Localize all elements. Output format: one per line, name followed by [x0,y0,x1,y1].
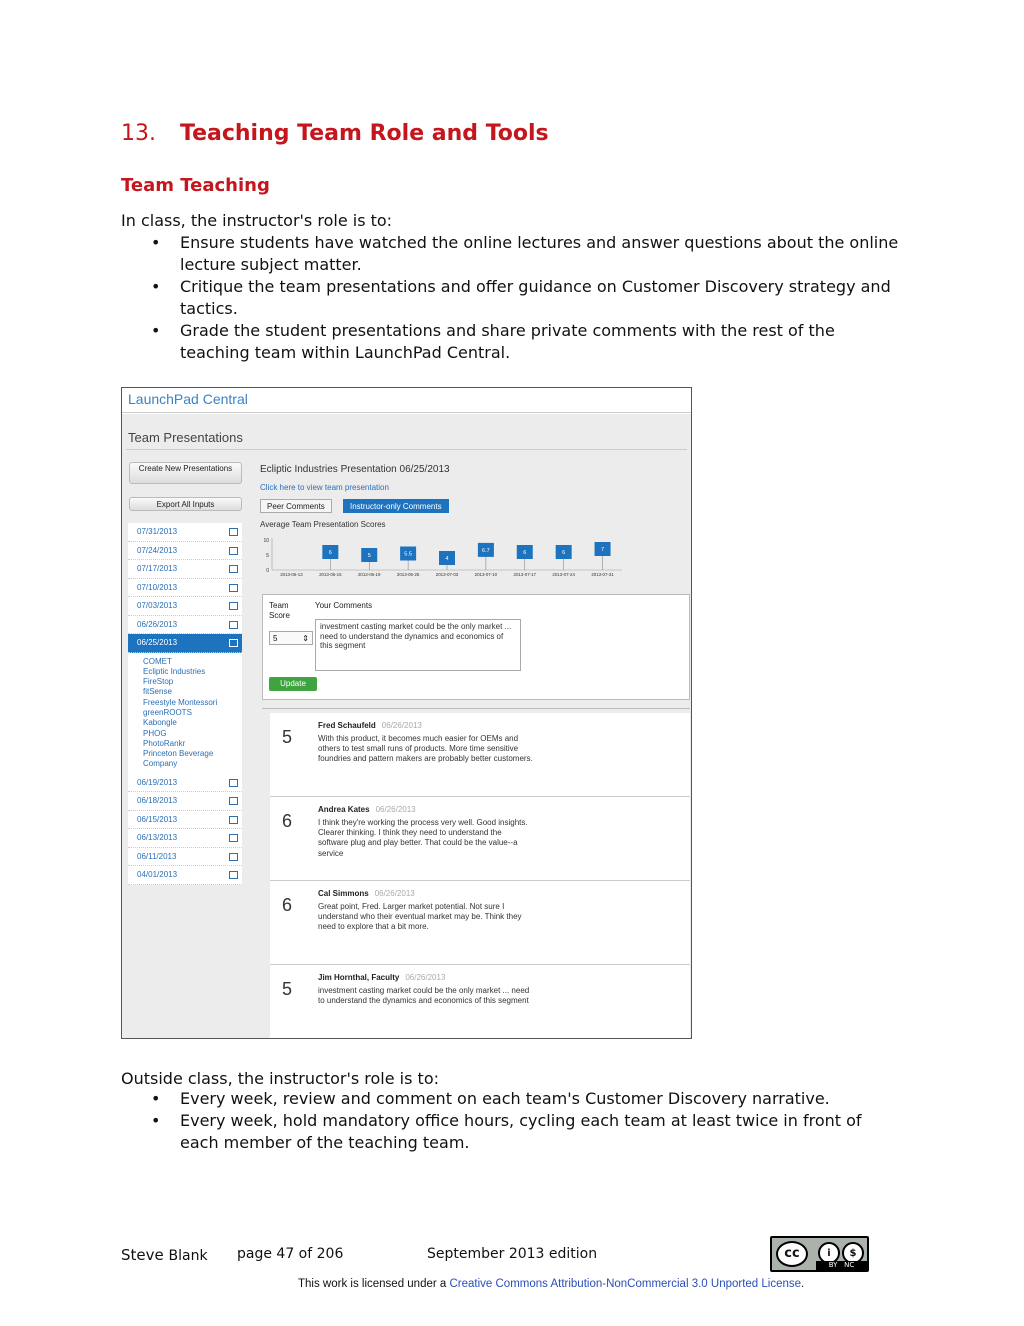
date-list-item[interactable]: 07/10/2013 [128,579,242,598]
creative-commons-badge[interactable] [770,1236,869,1272]
team-link[interactable]: PhotoRankr [143,738,186,748]
cc-label: BY NC [816,1261,867,1270]
team-link[interactable]: PHOG [143,728,167,738]
data-label: 6.7 [482,547,490,554]
date-list-item[interactable]: 06/13/2013 [128,829,242,848]
comment-date: 06/26/2013 [381,721,422,730]
chapter-title: Teaching Team Role and Tools [180,121,549,146]
outside-class-list [121,1088,921,1154]
list-item: • Grade the student presentations and share private comments with the rest of the teaching team within LaunchPad Central. [151,321,835,362]
edit-icon[interactable] [229,565,238,573]
comment-author: Andrea Kates 06/26/2013 [318,805,416,814]
license-notice: This work is licensed under a Creative Commons Attribution-NonCommercial 3.0 Unported License. [298,1278,805,1290]
date-list-item[interactable]: 06/11/2013 [128,848,242,867]
section-title: Team Teaching [121,175,270,196]
list-item: • Every week, review and comment on each team's Customer Discovery narrative. [151,1089,830,1108]
x-tick-label: 2013-06-19 [357,572,381,577]
team-link[interactable]: Princeton Beverage Company [143,749,214,769]
date-list-item[interactable]: 06/25/2013 [128,634,242,653]
data-label: 5.5 [404,551,412,558]
comment-date: 06/26/2013 [405,973,446,982]
attribution-icon: i [818,1242,840,1264]
edit-icon[interactable] [229,547,238,555]
y-tick-label: 10 [263,538,269,544]
export-inputs-button[interactable]: Export All Inputs [129,497,242,511]
divider [126,449,687,450]
list-item: • Every week, hold mandatory office hours, cycling each team at least twice in front of each member of the teaching team. [151,1111,862,1152]
date-list-item[interactable]: 06/18/2013 [128,792,242,811]
footer-page: page 47 of 206 [237,1246,344,1262]
comment-card [270,881,690,965]
team-link[interactable]: greenROOTS [143,707,192,717]
edit-icon[interactable] [229,834,238,842]
comment-score: 6 [282,811,293,831]
view-presentation-link[interactable]: Click here to view team presentation [260,483,389,492]
presentation-title: Ecliptic Industries Presentation 06/25/2013 [260,464,450,475]
data-label: 4 [445,556,449,562]
score-select[interactable]: 5 ⇕ [269,631,313,645]
edit-icon[interactable] [229,621,238,629]
edit-icon[interactable] [229,584,238,592]
in-class-list [121,232,921,364]
date-list-item[interactable]: 07/24/2013 [128,542,242,561]
in-class-intro: In class, the instructor's role is to: [121,211,393,230]
team-link[interactable]: Kabongle [143,718,177,728]
data-label: 7 [601,547,605,553]
scores-chart [258,532,638,592]
comment-card [270,713,690,797]
comment-text: investment casting market could be the only market ... need to understand the dynamics and economics of this segment [318,986,530,1006]
edit-icon[interactable] [229,779,238,787]
team-list [128,653,242,774]
create-presentation-button[interactable]: Create New Presentations [129,462,242,484]
team-score-label: Team Score [269,601,290,620]
comment-text: With this product, it becomes much easier for OEMs and others to test small runs of products. More time sensitive foundries and pattern makers are probably better customers. [318,734,533,764]
outside-class-intro: Outside class, the instructor's role is to: [121,1069,439,1088]
y-tick-label: 0 [266,568,269,574]
comment-card [270,965,690,1039]
data-label: 6 [328,550,332,556]
edit-icon[interactable] [229,816,238,824]
noncommercial-icon: $ [842,1242,864,1264]
app-logo: LaunchPad Central [128,391,248,407]
score-form [262,594,690,700]
list-item: • Ensure students have watched the online lectures and answer questions about the online lecture subject matter. [151,233,899,274]
team-link[interactable]: fitSense [143,687,172,697]
edit-icon[interactable] [229,528,238,536]
your-comments-label: Your Comments [315,601,373,610]
comment-author: Jim Hornthal, Faculty 06/26/2013 [318,973,446,982]
license-link[interactable]: Creative Commons Attribution-NonCommercial 3.0 Unported License [449,1278,802,1290]
chart-caption: Average Team Presentation Scores [260,520,386,529]
data-label: 6 [562,550,566,556]
comment-text: Great point, Fred. Larger market potential. Not sure I understand who their eventual market may be. Think they need to explore that a bit more. [318,902,522,932]
x-tick-label: 2013-07-31 [591,572,614,577]
x-tick-label: 2013-07-10 [474,572,498,577]
x-tick-label: 2013-07-24 [552,572,575,577]
comment-score: 6 [282,895,293,915]
date-list-item[interactable]: 06/19/2013 [128,774,242,793]
comment-text: I think they're working the process very well. Good insights. Clearer thinking. I think they need to understand the software plug and play better. That could be the value--a service [318,818,528,858]
date-list-item[interactable]: 04/01/2013 [128,866,242,885]
comment-date: 06/26/2013 [374,889,415,898]
comment-score: 5 [282,727,293,747]
date-list-item[interactable]: 07/03/2013 [128,597,242,616]
edit-icon[interactable] [229,639,238,647]
x-tick-label: 2013-06-15 [319,572,342,577]
comment-list [262,708,690,1039]
team-link[interactable]: FireStop [143,677,174,687]
cc-icon: cc [776,1241,808,1267]
y-tick-label: 5 [266,553,269,559]
list-item: • Critique the team presentations and offer guidance on Customer Discovery strategy and tactics. [151,277,891,318]
data-label: 5 [367,553,371,559]
comment-score: 5 [282,979,293,999]
date-list [128,523,242,885]
x-tick-label: 2013-07-17 [513,572,537,577]
comment-author: Cal Simmons 06/26/2013 [318,889,415,898]
comment-card [270,797,690,881]
stepper-icon: ⇕ [302,634,309,643]
date-list-item[interactable]: 06/26/2013 [128,616,242,635]
team-link[interactable]: Ecliptic Industries [143,666,206,676]
edit-icon[interactable] [229,797,238,805]
comment-date: 06/26/2013 [375,805,416,814]
edit-icon[interactable] [229,853,238,861]
footer-author: Steve Blank [121,1246,208,1264]
x-tick-label: 2013-06-13 [280,572,303,577]
launchpad-screenshot [121,387,692,1039]
edit-icon[interactable] [229,871,238,879]
update-button[interactable]: Update [269,677,317,691]
page-title: Team Presentations [128,430,243,445]
x-tick-label: 2013-06-25 [396,572,420,577]
footer-edition: September 2013 edition [427,1246,598,1262]
comment-author: Fred Schaufeld 06/26/2013 [318,721,422,730]
date-list-item[interactable]: 07/17/2013 [128,560,242,579]
date-list-item[interactable]: 06/15/2013 [128,811,242,830]
chapter-number: 13. [121,121,156,146]
edit-icon[interactable] [229,602,238,610]
x-tick-label: 2013-07-03 [435,572,459,577]
tab-peer-comments[interactable]: Peer Comments [260,499,332,513]
app-header [122,388,691,413]
date-list-item[interactable]: 07/31/2013 [128,523,242,542]
data-label: 6 [523,550,527,556]
chapter-heading [121,121,549,146]
tab-instructor-comments[interactable]: Instructor-only Comments [343,499,449,513]
comment-textarea[interactable]: investment casting market could be the only market ... need to understand the dynamics and economics of this segment [315,619,521,671]
team-link[interactable]: Freestyle Montessori [143,697,218,707]
team-link[interactable]: COMET [143,656,172,666]
